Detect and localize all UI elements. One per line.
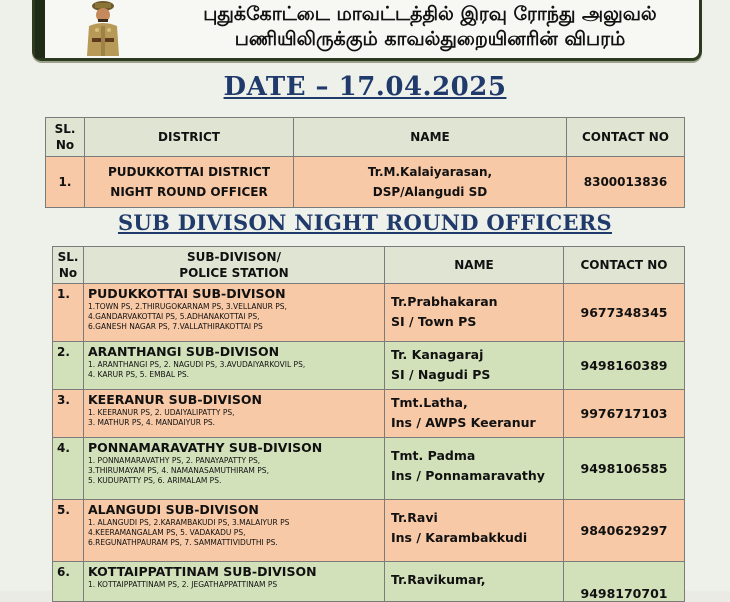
subdivision-name: KEERANUR SUB-DIVISON: [88, 392, 262, 407]
sd-col-sl-header: [53, 247, 84, 284]
sd-sl-header-text: SL. No: [57, 250, 79, 280]
row-subdivision: [84, 390, 385, 438]
station-line: 1. KEERANUR PS, 2. UDAIYALIPATTY PS,: [88, 408, 235, 417]
subdivision-name: PONNAMARAVATHY SUB-DIVISON: [88, 440, 323, 455]
row-contact: 9498170701: [564, 562, 685, 602]
row-sl: 1.: [53, 284, 84, 342]
date-heading: DATE – 17.04.2025: [223, 72, 507, 102]
officer-name: Tr. Kanagaraj: [391, 347, 484, 362]
row-subdivision: [84, 342, 385, 390]
district-table: [45, 117, 685, 208]
district-line2: NIGHT ROUND OFFICER: [110, 185, 268, 199]
station-line: 1.TOWN PS, 2.THIRUGOKARNAM PS, 3.VELLANUR PS,: [88, 302, 287, 311]
subdivision-name: KOTTAIPPATTINAM SUB-DIVISON: [88, 564, 317, 579]
police-officer-icon: [77, 0, 129, 56]
row-sl: 5.: [53, 500, 84, 562]
district-cell: [85, 157, 294, 208]
subdivision-name: ARANTHANGI SUB-DIVISON: [88, 344, 280, 359]
district-name-line2: DSP/Alangudi SD: [372, 185, 488, 199]
sd-sub-header-line2: POLICE STATION: [179, 266, 289, 280]
sd-col-name-header: NAME: [385, 247, 564, 284]
row-officer: [385, 342, 564, 390]
table-row: [53, 438, 685, 500]
sd-col-sub-header: [84, 247, 385, 284]
subdivision-name: PUDUKKOTTAI SUB-DIVISON: [88, 286, 286, 301]
district-name-cell: [294, 157, 567, 208]
banner-title-line2: பணியிலிருக்கும் காவல்துறையினரின் விபரம்: [234, 28, 626, 50]
table-row: [53, 500, 685, 562]
row-subdivision: [84, 438, 385, 500]
station-line: 1. ARANTHANGI PS, 2. NAGUDI PS, 3.AVUDAIYARKOVIL PS,: [88, 360, 306, 369]
officer-name: Tr.Ravikumar,: [391, 572, 486, 587]
row-officer: [385, 390, 564, 438]
row-officer: [385, 562, 564, 602]
station-line: 1. KOTTAIPPATTINAM PS, 2. JEGATHAPPATTINAM PS: [88, 580, 278, 589]
col-contact-header: CONTACT NO: [567, 118, 685, 157]
station-line: 4.KEERAMANGALAM PS, 5. VADAKADU PS,: [88, 528, 246, 537]
banner-stripe: [35, 0, 45, 58]
row-contact: 9498106585: [564, 438, 685, 500]
subdivision-name: ALANGUDI SUB-DIVISON: [88, 502, 259, 517]
banner-title-line1: புதுக்கோட்டை மாவட்டத்தில் இரவு ரோந்து அலுவல்: [203, 3, 657, 25]
officer-name: Tr.Prabhakaran: [391, 294, 498, 309]
district-line1: PUDUKKOTTAI DISTRICT: [107, 165, 271, 179]
row-officer: [385, 438, 564, 500]
officer-name: Tmt. Padma: [391, 448, 476, 463]
district-name-line1: Tr.M.Kalaiyarasan,: [367, 165, 493, 179]
table-row: [53, 284, 685, 342]
row-subdivision: [84, 284, 385, 342]
row-sl: 6.: [53, 562, 84, 602]
station-line: 4. KARUR PS, 5. EMBAL PS.: [88, 370, 190, 379]
row-officer: [385, 284, 564, 342]
officer-post: SI / Town PS: [391, 314, 477, 329]
row-subdivision: [84, 500, 385, 562]
sd-sub-header-line1: SUB-DIVISON/: [187, 250, 281, 264]
officer-name: Tr.Ravi: [391, 510, 438, 525]
row-sl: 4.: [53, 438, 84, 500]
row-subdivision: [84, 562, 385, 602]
header-banner: [32, 0, 702, 61]
table-row: [53, 342, 685, 390]
row-contact: 9677348345: [564, 284, 685, 342]
row-sl: 2.: [53, 342, 84, 390]
district-table-header: [46, 118, 685, 157]
col-name-header: NAME: [294, 118, 567, 157]
table-row: [53, 390, 685, 438]
station-line: 1. PONNAMARAVATHY PS, 2. PANAYAPATTY PS,: [88, 456, 261, 465]
col-sl-header: [46, 118, 85, 157]
sd-col-contact-header: CONTACT NO: [564, 247, 685, 284]
row-officer: [385, 500, 564, 562]
officer-post: SI / Nagudi PS: [391, 367, 491, 382]
district-sl: 1.: [46, 157, 85, 208]
district-row: [46, 157, 685, 208]
district-contact: 8300013836: [567, 157, 685, 208]
station-line: 4.GANDARVAKOTTAI PS, 5.ADHANAKOTTAI PS,: [88, 312, 260, 321]
row-contact: 9840629297: [564, 500, 685, 562]
sub-division-heading: SUB DIVISON NIGHT ROUND OFFICERS: [117, 210, 613, 235]
station-line: 6.REGUNATHPAURAM PS, 7. SAMMATTIVIDUTHI PS.: [88, 538, 278, 547]
station-line: 3. MATHUR PS, 4. MANDAIYUR PS.: [88, 418, 215, 427]
row-sl: 3.: [53, 390, 84, 438]
officer-post: Ins / Karambakkudi: [391, 530, 528, 545]
station-line: 3.THIRUMAYAM PS, 4. NAMANASAMUTHIRAM PS,: [88, 466, 269, 475]
station-line: 1. ALANGUDI PS, 2.KARAMBAKUDI PS, 3.MALAIYUR PS: [88, 518, 290, 527]
banner-title: [135, 2, 725, 52]
subdivision-table: [52, 246, 685, 602]
subdivision-table-header: [53, 247, 685, 284]
row-contact: 9498160389: [564, 342, 685, 390]
officer-post: Ins / Ponnamaravathy: [391, 468, 545, 483]
table-row: [53, 562, 685, 602]
station-line: 6.GANESH NAGAR PS, 7.VALLATHIRAKOTTAI PS: [88, 322, 263, 331]
officer-post: Ins / AWPS Keeranur: [391, 415, 536, 430]
sl-header-text: SL. No: [54, 122, 76, 152]
row-contact: 9976717103: [564, 390, 685, 438]
station-line: 5. KUDUPATTY PS, 6. ARIMALAM PS.: [88, 476, 222, 485]
officer-name: Tmt.Latha,: [391, 395, 468, 410]
col-district-header: DISTRICT: [85, 118, 294, 157]
